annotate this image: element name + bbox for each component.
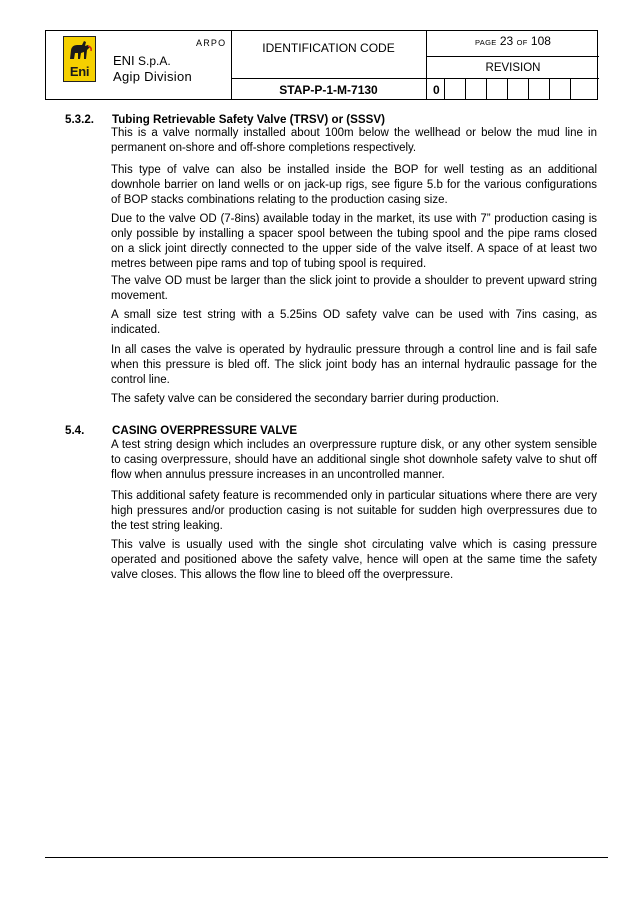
page-total: 108 <box>530 34 551 48</box>
section-title: CASING OVERPRESSURE VALVE <box>112 424 298 437</box>
page-number: 23 <box>499 34 514 48</box>
paragraph: In all cases the valve is operated by hydraulic pressure through a control line and is fail safe when this pressure is bled off. The slick joint body has an internal hydraulic passage for the control line. <box>111 344 597 386</box>
page-indicator <box>427 34 599 48</box>
revision-cell-divider <box>444 78 445 99</box>
paragraph: The valve OD must be larger than the slick joint to provide a shoulder to prevent upward string movement. <box>111 275 597 302</box>
footer-rule <box>45 857 608 858</box>
paragraph: A test string design which includes an overpressure rupture disk, or any other system sensible to casing overpressure, should have an additional single shot downhole safety valve to shut off flow when annulus pressure increases in an uncontrolled manner. <box>111 439 597 481</box>
document-header <box>45 30 598 100</box>
revision-cell-divider <box>549 78 550 99</box>
revision-cell-divider <box>528 78 529 99</box>
section-title: Tubing Retrievable Safety Valve (TRSV) or (SSSV) <box>112 113 385 126</box>
paragraph: A small size test string with a 5.25ins OD safety valve can be used with 7ins casing, as indicated. <box>111 309 597 336</box>
paragraph: This type of valve can also be installed inside the BOP for well testing as an additional downhole barrier on land wells or on jack-up rigs, see figure 5.b for the various configurations of BOP stacks combinations relating to the production casing size. <box>111 164 597 206</box>
section-number: 5.4. <box>65 424 85 437</box>
logo-wordmark: Eni <box>69 64 90 79</box>
page-prefix: PAGE <box>475 38 497 47</box>
revision-label: REVISION <box>485 62 541 74</box>
revision-cell-divider <box>507 78 508 99</box>
revision-value: 0 <box>433 83 440 97</box>
header-divider <box>426 56 599 57</box>
eni-logo <box>63 36 96 82</box>
six-legged-dog-icon <box>64 37 95 65</box>
paragraph: This is a valve normally installed about 100m below the wellhead or below the mud line in permanent on-shore and off-shore completions respectively. <box>111 127 597 154</box>
revision-cell-divider <box>465 78 466 99</box>
revision-cell-divider <box>570 78 571 99</box>
company-name-suffix: S.p.A. <box>134 54 171 68</box>
paragraph: The safety valve can be considered the secondary barrier during production. <box>111 393 500 405</box>
division-name: Agip Division <box>113 69 193 84</box>
header-divider <box>426 78 599 79</box>
company-name <box>113 53 171 68</box>
identification-code-label: IDENTIFICATION CODE <box>262 41 395 55</box>
company-name-strong: ENI <box>113 53 135 68</box>
section-number: 5.3.2. <box>65 113 95 126</box>
unit-label: ARPO <box>196 38 227 48</box>
paragraph: This additional safety feature is recommended only in particular situations where there are very high pressures and/or production casing is not suitable for sudden high overpressures due to the test string leaking. <box>111 490 597 532</box>
document-code: STAP-P-1-M-7130 <box>279 83 378 97</box>
page-of: OF <box>516 38 528 47</box>
paragraph: Due to the valve OD (7-8ins) available today in the market, its use with 7” production casing is only possible by installing a spacer spool between the tubing spool and the pipe rams closed on a slick joint directly connected to the upper side of the valve itself. A space of at least two metres between pipe rams and top of tubing spool is required. <box>111 213 597 270</box>
header-divider <box>231 78 426 79</box>
revision-cell-divider <box>486 78 487 99</box>
paragraph: This valve is usually used with the single shot circulating valve which is casing pressure operated and positioned above the safety valve, hence will open at the same time the safety valve closes. This allows the flow line to bleed off the overpressure. <box>111 539 597 581</box>
